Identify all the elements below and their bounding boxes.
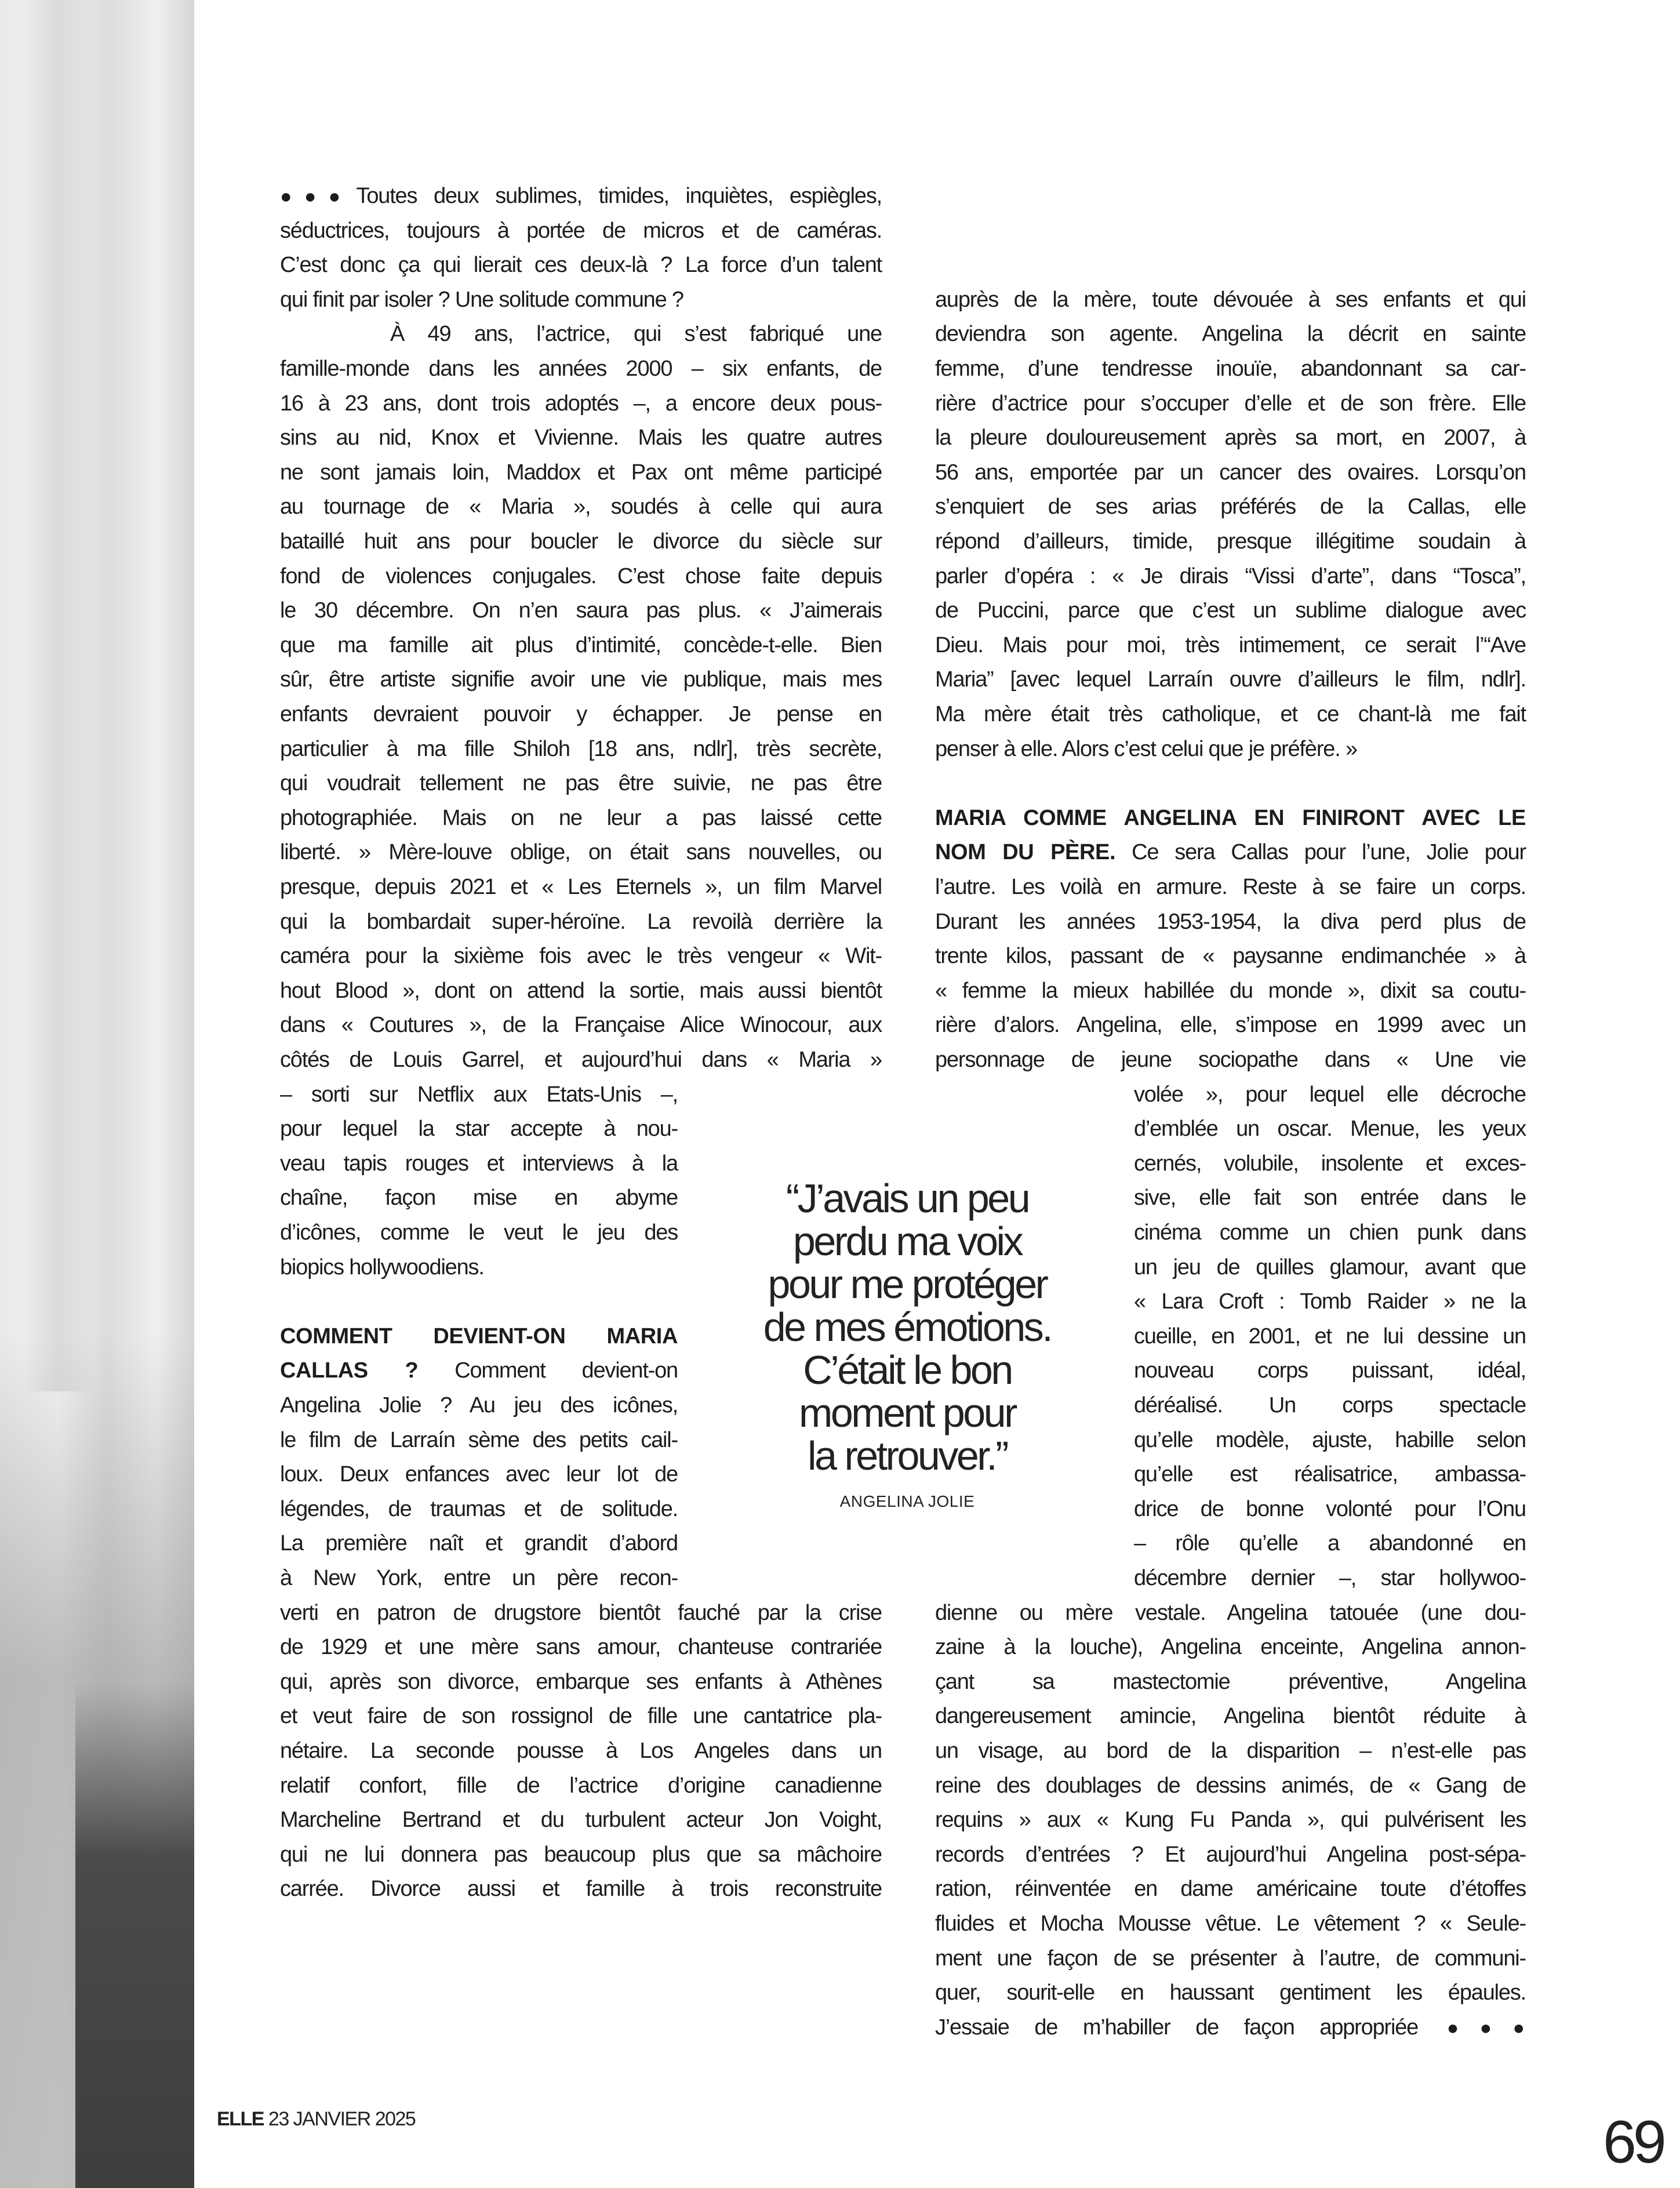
line-text: séductrices, toujours à portée de micros et de caméras. [280, 218, 882, 243]
line-text: drice de bonne volonté pour l’Onu [1134, 1496, 1526, 1521]
text-line [935, 1871, 1526, 1906]
line-text: volée », pour lequel elle décroche [1134, 1082, 1526, 1107]
text-line [280, 179, 882, 213]
line-text: trente kilos, passant de « paysanne endimanchée » à [935, 944, 1526, 969]
text-line [1134, 1319, 1526, 1354]
line-text: verti en patron de drugstore bientôt fauché par la crise [280, 1600, 882, 1625]
line-text: un jeu de quilles glamour, avant que [1134, 1255, 1526, 1280]
line-text: ne sont jamais loin, Maddox et Pax ont même participé [280, 460, 882, 485]
text-line [280, 1561, 678, 1595]
line-text: reine des doublages de dessins animés, de « Gang de [935, 1773, 1526, 1798]
text-line [280, 1837, 882, 1872]
text-line [935, 1630, 1526, 1664]
line-text: photographiée. Mais on ne leur a pas laissé cette [280, 805, 882, 830]
text-line [280, 1768, 882, 1803]
line-text: qui, après son divorce, embarque ses enfants à Athènes [280, 1669, 882, 1694]
text-line [1134, 1111, 1526, 1146]
line-text: qui voudrait tellement ne pas être suivie, ne pas être [280, 771, 882, 796]
text-line [280, 1008, 882, 1042]
pull-quote-attribution: ANGELINA JOLIE [839, 1492, 975, 1510]
line-text: ment une façon de se présenter à l’autre, de communi- [935, 1946, 1526, 1971]
text-line [1134, 1215, 1526, 1250]
text-line [280, 939, 882, 973]
line-text: Dieu. Mais pour moi, très intimement, ce serait l’“Ave [935, 633, 1526, 657]
line-text: zaine à la louche), Angelina enceinte, Angelina annon- [935, 1635, 1526, 1660]
text-line [935, 801, 1526, 835]
line-text: fluides et Mocha Mousse vêtue. Le vêtement ? « Seule- [935, 1911, 1526, 1936]
text-line [935, 1664, 1526, 1699]
line-text: sive, elle fait son entrée dans le [1134, 1186, 1526, 1211]
magazine-name: ELLE [217, 2108, 264, 2130]
line-text: – sorti sur Netflix aux Etats-Unis –, [280, 1082, 678, 1107]
pull-quote-line: de mes émotions. [763, 1304, 1052, 1350]
photo-fold [23, 0, 93, 1391]
line-text: auprès de la mère, toute dévouée à ses enfants et qui [935, 287, 1526, 312]
pull-quote-line: “J’avais un peu [786, 1176, 1029, 1221]
line-text: femme, d’une tendresse inouïe, abandonnant sa car- [935, 357, 1526, 381]
line-text: À 49 ans, l’actrice, qui s’est fabriqué une [390, 322, 882, 347]
pull-quote-line: C’était le bon [803, 1347, 1012, 1393]
text-line [280, 1111, 678, 1146]
line-text: cueille, en 2001, et ne lui dessine un [1134, 1324, 1526, 1349]
text-line [1134, 1457, 1526, 1492]
text-line [935, 420, 1526, 455]
line-text: penser à elle. Alors c’est celui que je préfère. » [935, 736, 1357, 761]
text-line [935, 559, 1526, 594]
text-line [280, 420, 882, 455]
line-text: cernés, volubile, insolente et exces- [1134, 1151, 1526, 1176]
section-heading: CALLAS ? [280, 1358, 419, 1383]
line-text: que ma famille ait plus d’intimité, concède-t-elle. Bien [280, 633, 882, 657]
line-text: décembre dernier –, star hollywoo- [1134, 1566, 1526, 1590]
text-line [935, 1595, 1526, 1630]
text-line [1134, 1077, 1526, 1112]
text-line [935, 386, 1526, 421]
text-line [280, 1423, 678, 1458]
line-text: un visage, au bord de la disparition – n’est-elle pas [935, 1739, 1526, 1763]
section-heading: COMMENT DEVIENT-ON MARIA [280, 1324, 678, 1349]
line-text: répond d’ailleurs, timide, presque illégitime soudain à [935, 529, 1526, 554]
line-text: qui ne lui donnera pas beaucoup plus que sa mâchoire [280, 1842, 882, 1867]
text-line [1134, 1284, 1526, 1319]
text-line [280, 1492, 678, 1526]
line-text: la pleure douloureusement après sa mort, en 2007, à [935, 426, 1526, 450]
line-text: qu’elle est réalisatrice, ambassa- [1134, 1462, 1526, 1487]
text-line [935, 870, 1526, 904]
line-text: fond de violences conjugales. C’est chose faite depuis [280, 564, 882, 588]
line-text: Toutes deux sublimes, timides, inquiètes, espiègles, [356, 184, 882, 208]
text-line [280, 1388, 678, 1423]
line-text: Ma mère était très catholique, et ce chant-là me fait [935, 702, 1526, 726]
text-line [935, 662, 1526, 697]
photo-strip [0, 0, 194, 2188]
pull-quote-line: moment pour [799, 1390, 1016, 1435]
text-line [935, 628, 1526, 663]
text-line [1134, 1250, 1526, 1285]
line-text: Ce sera Callas pour l’une, Jolie pour [1115, 840, 1526, 865]
text-line [280, 593, 882, 628]
text-line [1134, 1353, 1526, 1388]
text-line [935, 1008, 1526, 1042]
line-text: hout Blood », dont on attend la sortie, mais aussi bientôt [280, 978, 882, 1003]
text-line [935, 593, 1526, 628]
text-line [1134, 1146, 1526, 1181]
text-line [280, 662, 882, 697]
continuation-bullets-icon: ●●● [1446, 2016, 1526, 2039]
line-text: 16 à 23 ans, dont trois adoptés –, a encore deux pous- [280, 391, 882, 416]
text-line [280, 351, 882, 386]
text-line [280, 282, 882, 317]
section-heading: MARIA COMME ANGELINA EN FINIRONT AVEC LE [935, 805, 1526, 830]
line-text: qui la bombardait super-héroïne. La revoilà derrière la [280, 909, 882, 934]
text-line [1134, 1561, 1526, 1595]
pull-quote-line: perdu ma voix [792, 1219, 1022, 1264]
text-line [935, 1941, 1526, 1976]
text-line [280, 386, 882, 421]
line-text: bataillé huit ans pour boucler le divorce du siècle sur [280, 529, 882, 554]
text-line [1134, 1492, 1526, 1526]
text-line [280, 1077, 678, 1112]
text-line [280, 1457, 678, 1492]
text-line [280, 801, 882, 835]
line-text: çant sa mastectomie préventive, Angelina [935, 1669, 1526, 1694]
line-text: J’essaie de m’habiller de façon appropriée [935, 2015, 1443, 2040]
line-text: rière d’alors. Angelina, elle, s’impose en 1999 avec un [935, 1013, 1526, 1038]
line-text: Comment devient-on [418, 1358, 678, 1383]
text-line [280, 524, 882, 559]
line-text: dienne ou mère vestale. Angelina tatouée (une dou- [935, 1600, 1526, 1625]
line-text: « femme la mieux habillée du monde », dixit sa coutu- [935, 978, 1526, 1003]
text-line [280, 1664, 882, 1699]
line-text: l’autre. Les voilà en armure. Reste à se faire un corps. [935, 875, 1526, 899]
text-line [935, 455, 1526, 490]
text-line [280, 1215, 678, 1250]
text-line [935, 351, 1526, 386]
line-text: « Lara Croft : Tomb Raider » ne la [1134, 1289, 1526, 1314]
text-line [935, 1975, 1526, 2010]
line-text: chaîne, façon mise en abyme [280, 1186, 678, 1211]
text-line [935, 973, 1526, 1008]
text-line [280, 732, 882, 766]
text-line [935, 489, 1526, 524]
line-text: légendes, de traumas et de solitude. [280, 1496, 678, 1521]
line-text: Maria” [avec lequel Larraín ouvre d’ailleurs le film, ndlr]. [935, 667, 1526, 692]
line-text: déréalisé. Un corps spectacle [1134, 1393, 1526, 1418]
line-text: records d’entrées ? Et aujourd’hui Angelina post-sépa- [935, 1842, 1526, 1867]
text-line [1134, 1423, 1526, 1458]
line-text: famille-monde dans les années 2000 – six enfants, de [280, 357, 882, 381]
line-text: deviendra son agente. Angelina la décrit en sainte [935, 322, 1526, 347]
line-text: C’est donc ça qui lierait ces deux-là ? La force d’un talent [280, 253, 882, 278]
text-line [935, 524, 1526, 559]
line-text: dangereusement amincie, Angelina bientôt réduite à [935, 1704, 1526, 1729]
text-line [280, 835, 882, 870]
text-line [935, 835, 1526, 870]
text-line [280, 766, 882, 801]
line-text: relatif confort, fille de l’actrice d’origine canadienne [280, 1773, 882, 1798]
pull-quote-line: la retrouver.” [808, 1433, 1007, 1478]
line-text: nouveau corps puissant, idéal, [1134, 1358, 1526, 1383]
pull-quote [733, 1177, 1081, 1511]
text-line [935, 1802, 1526, 1837]
continuation-bullets-icon: ●●● [280, 186, 353, 208]
line-text: sins au nid, Knox et Vivienne. Mais les quatre autres [280, 426, 882, 450]
text-line [935, 732, 1526, 766]
text-line [935, 1699, 1526, 1733]
line-text: d’icônes, comme le veut le jeu des [280, 1220, 678, 1245]
line-text: s’enquiert de ses arias préférés de la Callas, elle [935, 495, 1526, 519]
text-line [935, 904, 1526, 939]
text-line [280, 1733, 882, 1768]
line-text: biopics hollywoodiens. [280, 1255, 484, 1280]
text-line [280, 1699, 882, 1733]
text-line [390, 317, 882, 351]
line-text: qu’elle modèle, ajuste, habille selon [1134, 1427, 1526, 1452]
text-line [935, 1042, 1526, 1077]
text-line [280, 1250, 678, 1285]
line-text: pour lequel la star accepte à nou- [280, 1117, 678, 1142]
line-text: loux. Deux enfances avec leur lot de [280, 1462, 678, 1487]
text-line [280, 248, 882, 282]
text-line [935, 317, 1526, 351]
text-line [280, 455, 882, 490]
line-text: particulier à ma fille Shiloh [18 ans, ndlr], très secrète, [280, 736, 882, 761]
text-line [280, 904, 882, 939]
pull-quote-text [733, 1177, 1081, 1477]
line-text: veau tapis rouges et interviews à la [280, 1151, 678, 1176]
text-line [1134, 1180, 1526, 1215]
line-text: et veut faire de son rossignol de fille une cantatrice pla- [280, 1704, 882, 1729]
text-line [935, 939, 1526, 973]
line-text: sûr, être artiste signifie avoir une vie publique, mais mes [280, 667, 882, 692]
line-text: Angelina Jolie ? Au jeu des icônes, [280, 1393, 678, 1418]
line-text: carrée. Divorce aussi et famille à trois reconstruite [280, 1877, 882, 1902]
text-line [280, 1802, 882, 1837]
section-heading: NOM DU PÈRE. [935, 840, 1116, 865]
line-text: Marcheline Bertrand et du turbulent acteur Jon Voight, [280, 1808, 882, 1833]
line-text: à New York, entre un père recon- [280, 1566, 678, 1590]
line-text: de Puccini, parce que c’est un sublime dialogue avec [935, 598, 1526, 623]
line-text: presque, depuis 2021 et « Les Eternels », un film Marvel [280, 875, 882, 899]
text-line [280, 213, 882, 248]
text-line [935, 2010, 1526, 2045]
footer-folio [217, 2108, 415, 2131]
text-line [280, 1871, 882, 1906]
text-line [280, 1042, 882, 1077]
line-text: requins » aux « Kung Fu Panda », qui pulvérisent les [935, 1808, 1526, 1833]
line-text: caméra pour la sixième fois avec le très vengeur « Wit- [280, 944, 882, 969]
line-text: personnage de jeune sociopathe dans « Une vie [935, 1048, 1526, 1072]
line-text: rière d’actrice pour s’occuper d’elle et de son frère. Elle [935, 391, 1526, 416]
text-line [935, 1768, 1526, 1803]
text-line [935, 1906, 1526, 1941]
text-line [280, 1180, 678, 1215]
text-line [935, 1733, 1526, 1768]
text-line [1134, 1388, 1526, 1423]
line-text: le film de Larraín sème des petits cail- [280, 1427, 678, 1452]
line-text: le 30 décembre. On n’en saura pas plus. « J’aimerais [280, 598, 882, 623]
text-line [935, 282, 1526, 317]
text-line [280, 697, 882, 732]
line-text: Durant les années 1953-1954, la diva perd plus de [935, 909, 1526, 934]
line-text: côtés de Louis Garrel, et aujourd’hui dans « Maria » [280, 1048, 882, 1072]
line-text: au tournage de « Maria », soudés à celle qui aura [280, 495, 882, 519]
issue-date: 23 JANVIER 2025 [268, 2108, 416, 2130]
text-line [1134, 1526, 1526, 1561]
line-text: dans « Coutures », de la Française Alice Winocour, aux [280, 1013, 882, 1038]
line-text: La première naît et grandit d’abord [280, 1531, 678, 1556]
line-text: qui finit par isoler ? Une solitude commune ? [280, 287, 683, 312]
text-line [280, 1146, 678, 1181]
text-line [280, 489, 882, 524]
pull-quote-line: pour me protéger [768, 1262, 1047, 1307]
text-line [280, 1353, 678, 1388]
text-line [280, 973, 882, 1008]
line-text: nétaire. La seconde pousse à Los Angeles dans un [280, 1739, 882, 1763]
line-text: cinéma comme un chien punk dans [1134, 1220, 1526, 1245]
line-text: d’emblée un oscar. Menue, les yeux [1134, 1117, 1526, 1142]
line-text: ration, réinventée en dame américaine toute d’étoffes [935, 1877, 1526, 1902]
text-line [280, 1630, 882, 1664]
text-line [280, 1319, 678, 1354]
text-line [280, 628, 882, 663]
photo-dark-area [75, 1681, 194, 2188]
text-line [280, 870, 882, 904]
text-line [935, 697, 1526, 732]
line-text: – rôle qu’elle a abandonné en [1134, 1531, 1526, 1556]
page-number: 69 [1603, 2109, 1663, 2176]
line-text: parler d’opéra : « Je dirais “Vissi d’arte”, dans “Tosca”, [935, 564, 1526, 588]
text-line [280, 1595, 882, 1630]
text-line [280, 1526, 678, 1561]
line-text: quer, sourit-elle en haussant gentiment les épaules. [935, 1980, 1526, 2005]
line-text: enfants devraient pouvoir y échapper. Je pense en [280, 702, 882, 726]
line-text: de 1929 et une mère sans amour, chanteuse contrariée [280, 1635, 882, 1660]
line-text: liberté. » Mère-louve oblige, on était sans nouvelles, ou [280, 840, 882, 865]
text-line [935, 1837, 1526, 1872]
line-text: 56 ans, emportée par un cancer des ovaires. Lorsqu’on [935, 460, 1526, 485]
text-line [280, 559, 882, 594]
